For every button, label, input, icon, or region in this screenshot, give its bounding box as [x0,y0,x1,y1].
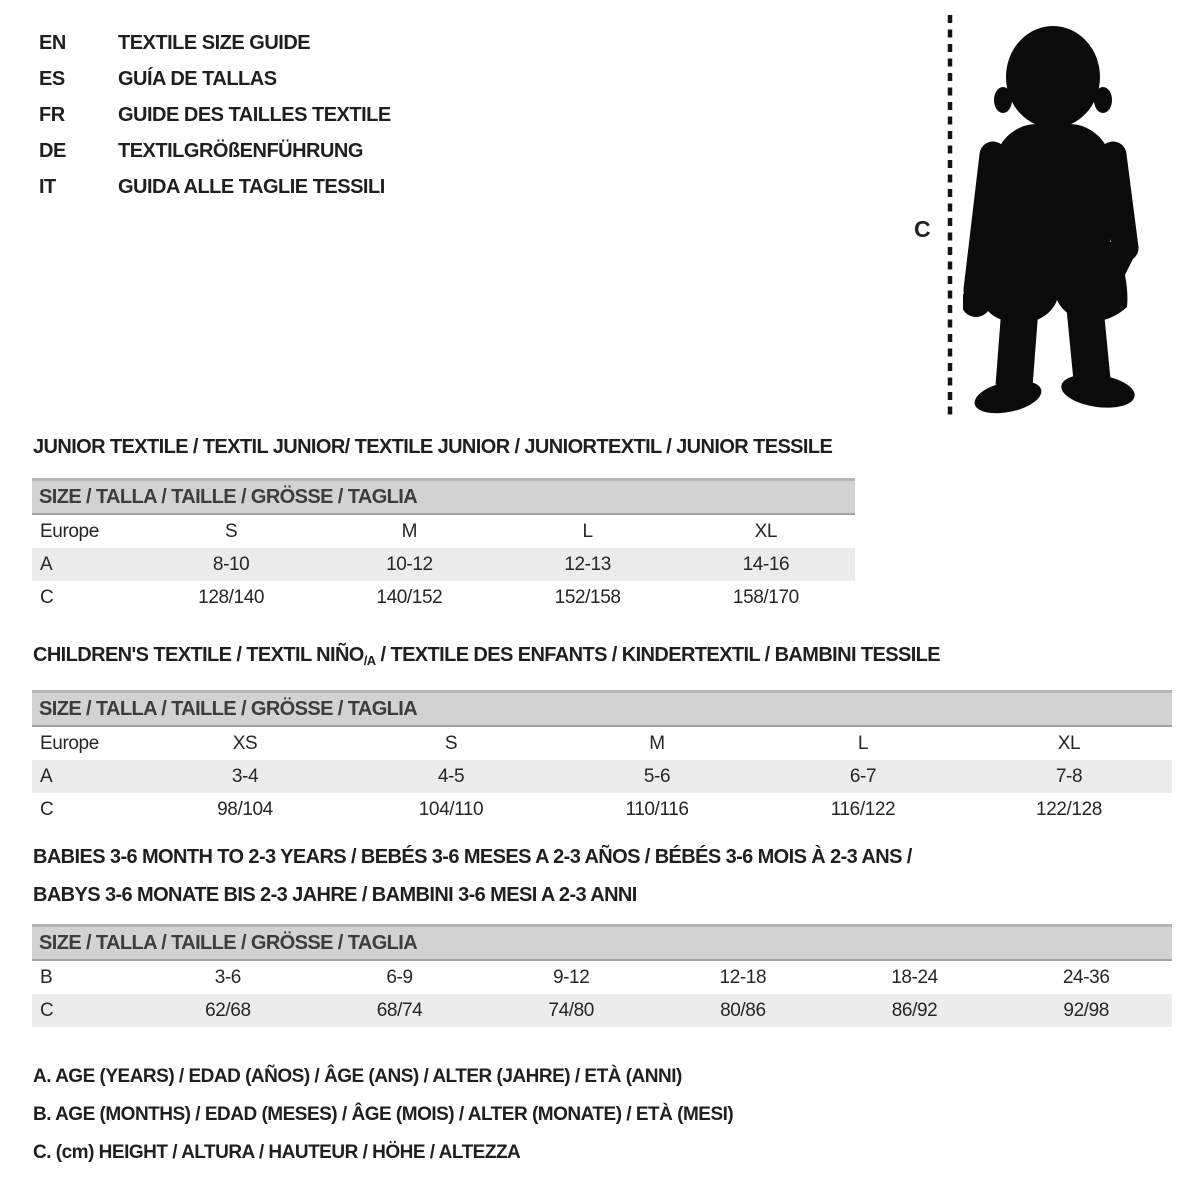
size-header-bar [32,924,1172,961]
size-cell: 122/128 [1036,798,1102,820]
size-cell: 10-12 [386,553,433,575]
size-header-label: SIZE / TALLA / TAILLE / GRÖSSE / TAGLIA [39,931,418,954]
size-cell: XL [754,520,778,542]
row-label: Europe [40,732,99,754]
table-row [32,548,855,581]
size-cell: 5-6 [643,765,671,787]
size-cell: 4-5 [437,765,465,787]
size-cell: 140/152 [376,586,443,608]
junior-size-table [32,478,855,614]
legend-item-b: B. AGE (MONTHS) / EDAD (MESES) / ÂGE (MOIS) / ALTER (MONATE) / ETÀ (MESI) [33,1104,734,1125]
size-cell: 3-6 [214,966,241,988]
language-code: FR [39,103,65,126]
size-cell: 86/92 [891,999,938,1021]
size-cell: 92/98 [1063,999,1109,1021]
size-cell: 80/86 [720,999,766,1021]
children-section-title [33,644,940,668]
row-label: C [40,999,54,1021]
size-cell: L [857,732,869,754]
size-header-bar [32,478,855,515]
size-cell: 6-9 [386,966,413,988]
language-code: ES [39,67,65,90]
language-name: GUÍA DE TALLAS [118,67,277,90]
language-item [39,104,391,126]
size-cell: 14-16 [742,553,790,575]
row-label: C [40,586,54,608]
language-name: GUIDA ALLE TAGLIE TESSILI [118,175,385,198]
table-row [32,515,855,548]
junior-section-title: JUNIOR TEXTILE / TEXTIL JUNIOR/ TEXTILE JUNIOR / JUNIORTEXTIL / JUNIOR TESSILE [33,436,833,458]
size-cell: 24-36 [1062,966,1110,988]
language-name: TEXTILGRÖßENFÜHRUNG [118,139,363,162]
children-title-main: CHILDREN'S TEXTILE / TEXTIL NIÑO [33,644,364,666]
size-cell: S [444,732,458,754]
size-cell: 152/158 [554,586,621,608]
language-name: TEXTILE SIZE GUIDE [118,31,311,54]
size-cell: 116/122 [830,798,896,820]
language-code: EN [39,31,66,54]
babies-section-title-line2: BABYS 3-6 MONATE BIS 2-3 JAHRE / BAMBINI 3-6 MESI A 2-3 ANNI [33,884,637,906]
language-item [39,32,391,54]
size-cell: 8-10 [212,553,250,575]
size-cell: M [401,520,418,542]
children-size-table [32,690,1172,826]
table-row [32,760,1172,793]
legend-item-c: C. (cm) HEIGHT / ALTURA / HAUTEUR / HÖHE / ALTEZZA [33,1142,521,1163]
children-title-rest: / TEXTILE DES ENFANTS / KINDERTEXTIL / BAMBINI TESSILE [375,644,941,666]
language-name: GUIDE DES TAILLES TEXTILE [118,103,391,126]
row-label: Europe [40,520,99,542]
size-cell: XS [232,732,258,754]
language-list [39,32,391,212]
table-row [32,581,855,614]
size-cell: M [649,732,665,754]
legend [33,1066,733,1180]
table-row [32,961,1172,994]
size-cell: 68/74 [376,999,423,1021]
size-cell: 12-18 [719,966,767,988]
size-cell: 74/80 [548,999,594,1021]
size-cell: S [224,520,238,542]
legend-item-a: A. AGE (YEARS) / EDAD (AÑOS) / ÂGE (ANS) / ALTER (JAHRE) / ETÀ (ANNI) [33,1066,682,1087]
row-label: A [40,765,53,787]
language-item [39,68,391,90]
language-item [39,140,391,162]
babies-size-table [32,924,1172,1027]
size-cell: 6-7 [849,765,877,787]
row-label: C [40,798,54,820]
table-row [32,793,1172,826]
size-cell: L [582,520,593,542]
table-row [32,994,1172,1027]
size-header-label: SIZE / TALLA / TAILLE / GRÖSSE / TAGLIA [39,485,418,508]
size-cell: 12-13 [564,553,611,575]
size-cell: 18-24 [891,966,938,988]
size-cell: 104/110 [418,798,484,820]
size-header-label: SIZE / TALLA / TAILLE / GRÖSSE / TAGLIA [39,697,418,720]
language-code: IT [39,175,56,198]
children-title-subscript: /A [363,653,376,668]
row-label: A [40,553,53,575]
language-code: DE [39,139,66,162]
size-cell: 3-4 [231,765,259,787]
baby-silhouette-icon [963,20,1145,427]
language-item [39,176,391,198]
size-cell: 7-8 [1055,765,1083,787]
size-cell: 128/140 [198,586,265,608]
size-cell: 9-12 [552,966,590,988]
babies-section-title-line1: BABIES 3-6 MONTH TO 2-3 YEARS / BEBÉS 3-6 MESES A 2-3 AÑOS / BÉBÉS 3-6 MOIS À 2-3 ANS / [33,846,912,868]
size-cell: 158/170 [732,586,799,608]
height-measure-line [945,15,955,425]
row-label: B [40,966,53,988]
measure-label-c: C [914,216,931,242]
size-header-bar [32,690,1172,727]
table-row [32,727,1172,760]
size-cell: 98/104 [217,798,273,820]
size-cell: XL [1057,732,1081,754]
size-cell: 110/116 [625,798,689,820]
size-cell: 62/68 [205,999,251,1021]
